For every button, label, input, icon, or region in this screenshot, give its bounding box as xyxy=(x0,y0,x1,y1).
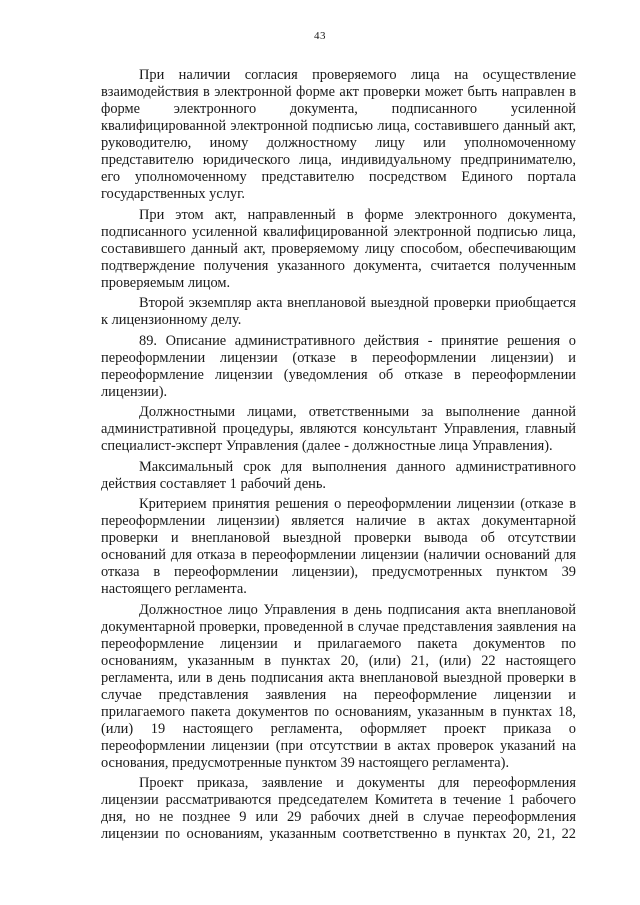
paragraph-act-receipt: При этом акт, направленный в форме электронного документа, подписанного усиленной квалифицированной электронной подписью лица, составившего данный акт, проверяемому лицу способом, обеспечивающим подтверждение получения указанного документа, считается полученным проверяемым лицом. xyxy=(101,206,576,291)
paragraph-decision-criterion: Критерием принятия решения о переоформлении лицензии (отказе в переоформлении лицензии) является наличие в актах документарной проверки и внеплановой выездной проверки вывода об отсутствии оснований для отказа в переоформлении лицензии (наличии оснований для отказа в переоформлении лицензии), предусмотренных пунктом 39 настоящего регламента. xyxy=(101,496,576,597)
paragraph-item-89: 89. Описание административного действия - принятие решения о переоформлении лицензии (отказе в переоформлении лицензии) и переоформление лицензии (уведомления об отказе в переоформлении лицензии). xyxy=(101,332,576,400)
paragraph-max-term: Максимальный срок для выполнения данного административного действия составляет 1 рабочий день. xyxy=(101,458,576,492)
paragraph-draft-order: Должностное лицо Управления в день подписания акта внеплановой документарной проверки, проведенной в случае представления заявления на переоформление лицензии и прилагаемого пакета документов по основаниям, указанным в пунктах 20, (или) 21, (или) 22 настоящего регламента, или в день подписания акта внеплановой выездной проверки в случае представления заявления на переоформление лицензии и прилагаемого пакета документов по основаниям, указанным в пунктах 18, (или) 19 настоящего регламента, оформляет проект приказа о переоформлении лицензии (при отсутствии в актах проверок указаний на основания, предусмотренные пунктом 39 настоящего регламента). xyxy=(101,601,576,771)
paragraph-review-by-chair: Проект приказа, заявление и документы для переоформления лицензии рассматриваются председателем Комитета в течение 1 рабочего дня, но не позднее 9 или 29 рабочих дней в случае переоформления лицензии по основаниям, указанным соответственно в пунктах 20, 21, 22 xyxy=(101,775,576,842)
paragraph-responsible-officials: Должностными лицами, ответственными за выполнение данной административной процедуры, являются консультант Управления, главный специалист-эксперт Управления (далее - должностные лица Управления). xyxy=(101,404,576,454)
page-number: 43 xyxy=(314,30,326,42)
document-body xyxy=(101,67,576,847)
paragraph-second-copy: Второй экземпляр акта внеплановой выездной проверки приобщается к лицензионному делу. xyxy=(101,295,576,328)
paragraph-electronic-act: При наличии согласия проверяемого лица на осуществление взаимодействия в электронной форме акт проверки может быть направлен в форме электронного документа, подписанного усиленной квалифицированной электронной подписью лица, составившего данный акт, руководителю, иному должностному лицу или уполномоченному представителю юридического лица, индивидуальному предпринимателю, его уполномоченному представителю посредством Единого портала государственных услуг. xyxy=(101,67,576,202)
